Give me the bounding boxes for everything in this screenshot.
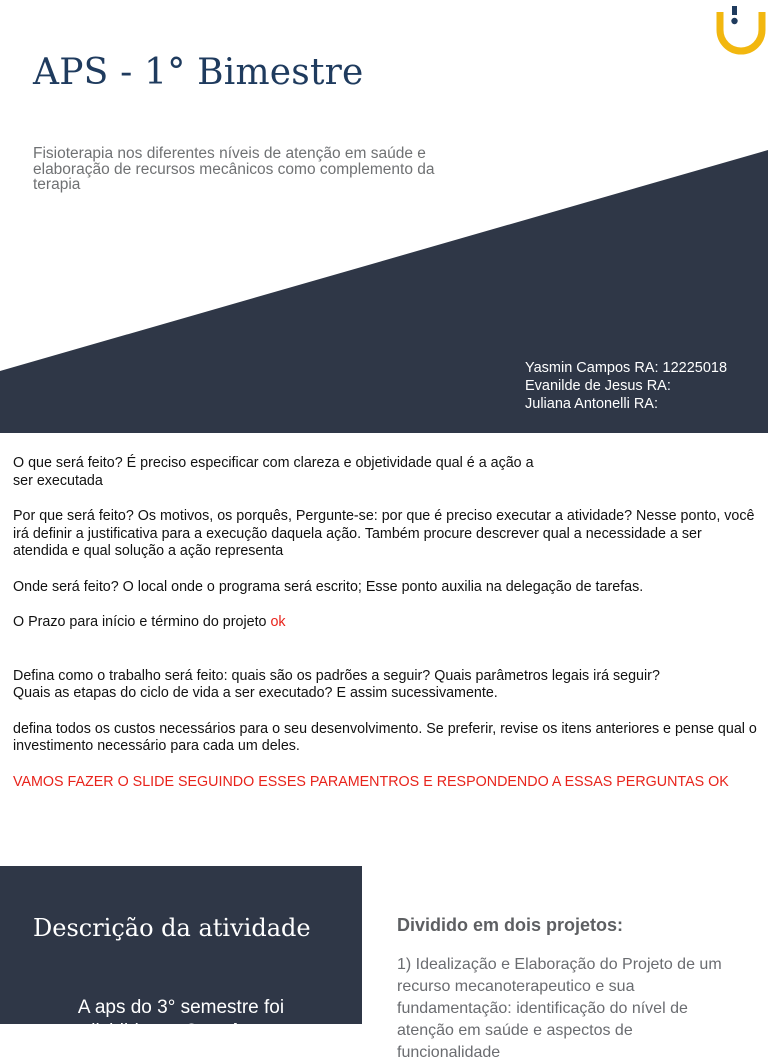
description-body: A aps do 3° semestre foi dividida em 2 projetos xyxy=(77,997,285,1042)
note-deadline: O Prazo para início e término do projeto ok xyxy=(13,614,286,630)
author-line: Yasmin Campos RA: 12225018 xyxy=(525,360,728,376)
note-instruction: VAMOS FAZER O SLIDE SEGUINDO ESSES PARAMENTROS E RESPONDENDO A ESSAS PERGUNTAS OK xyxy=(13,773,729,790)
note-where: Onde será feito? O local onde o programa será escrito; Esse ponto auxilia na delegação de tarefas. xyxy=(13,578,644,595)
ok-mark: ok xyxy=(270,614,286,630)
description-slide xyxy=(0,866,768,1061)
note-what: O que será feito? É preciso especificar com clareza e objetividade qual é a ação a ser executada xyxy=(13,455,534,489)
description-title: Descrição da atividade xyxy=(33,914,311,942)
slide-subtitle: Fisioterapia nos diferentes níveis de atenção em saúde e elaboração de recursos mecânicos como complemento da terapia xyxy=(33,145,435,193)
note-how: Defina como o trabalho será feito: quais são os padrões a seguir? Quais parâmetros legais irá seguir? Quais as etapas do ciclo de vida a ser executado? E assim sucessivamente. xyxy=(13,667,660,701)
author-line: Evanilde de Jesus RA: xyxy=(525,378,671,394)
author-line: Juliana Antonelli RA: xyxy=(525,396,658,412)
description-panel xyxy=(0,866,362,1042)
title-slide xyxy=(0,0,768,433)
note-costs: defina todos os custos necessários para o seu desenvolvimento. Se preferir, revise os itens anteriores e pense qual o investimento necessário para cada um deles. xyxy=(13,720,757,754)
authors-list xyxy=(525,359,727,413)
university-logo-icon xyxy=(716,4,766,52)
projects-heading: Dividido em dois projetos: xyxy=(397,915,624,935)
note-why: Por que será feito? Os motivos, os porquês, Pergunte-se: por que é preciso executar a atividade? Nesse ponto, você irá definir a justificativa para a execução daquela ação. Também procure descrever qual a necessidade a ser atendida e qual solução a ação representa xyxy=(13,508,755,559)
slide-notes xyxy=(13,455,758,791)
slide-title: APS - 1° Bimestre xyxy=(33,52,364,93)
project-item-1: 1) Idealização e Elaboração do Projeto de um recurso mecanoterapeutico e sua fundamentação: identificação do nível de atenção em saúde e aspectos de funcionalidade xyxy=(397,956,722,1061)
